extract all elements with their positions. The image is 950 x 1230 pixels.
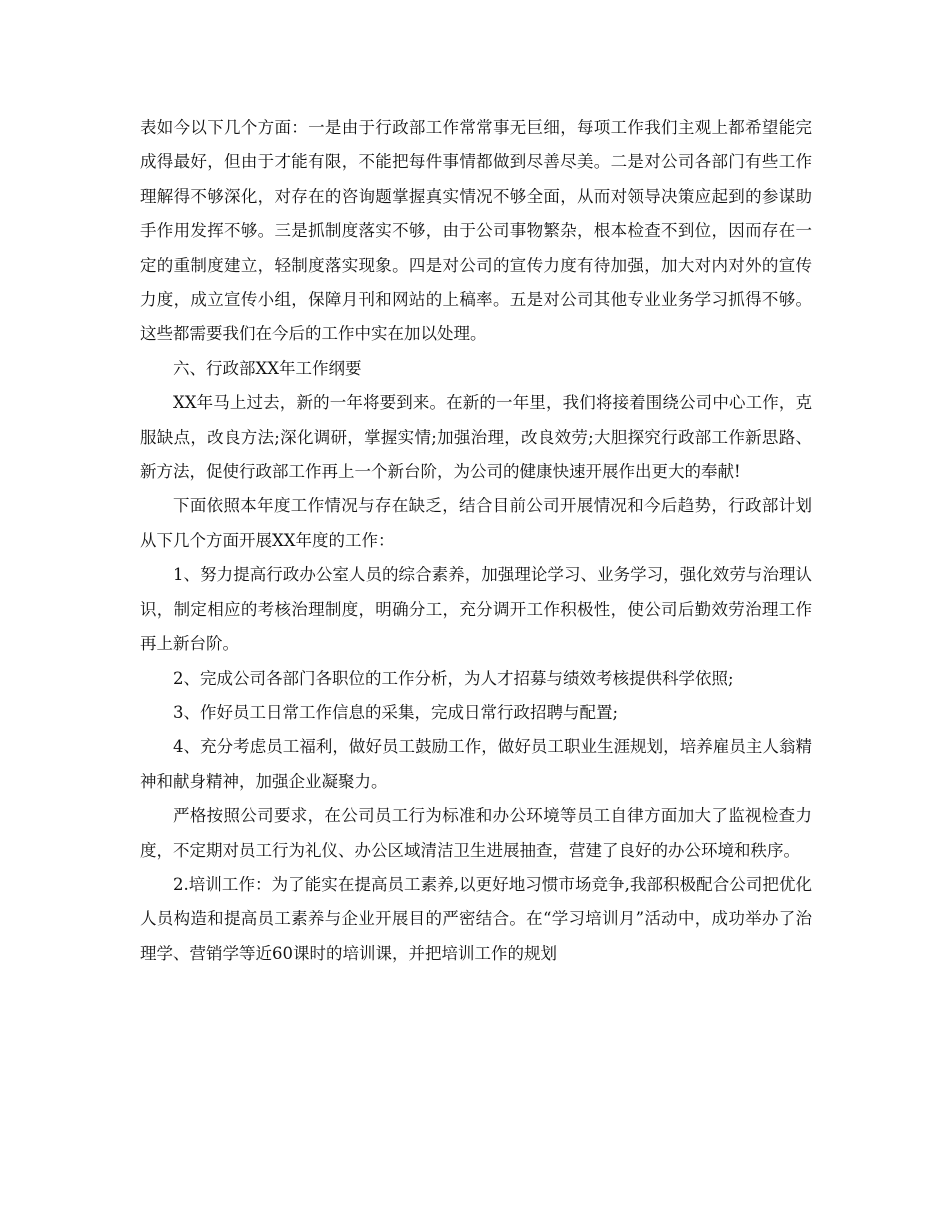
list-item-plan-4: 4、充分考虑员工福利，做好员工鼓励工作，做好员工职业生涯规划，培养雇员主人翁精神和献身精神，加强企业凝聚力。 [140,737,812,791]
paragraph-plan-intro: 下面依照本年度工作情况与存在缺乏，结合目前公司开展情况和今后趋势，行政部计划从下几个方面开展XX年度的工作： [140,496,812,550]
paragraph-discipline: 严格按照公司要求，在公司员工行为标准和办公环境等员工自律方面加大了监视检查力度，不定期对员工行为礼仪、办公区域清洁卫生进展抽查，营建了良好的办公环境和秩序。 [140,806,812,860]
paragraph-problems-continued: 表如今以下几个方面：一是由于行政部工作常常事无巨细，每项工作我们主观上都希望能完成得最好，但由于才能有限，不能把每件事情都做到尽善尽美。二是对公司各部门有些工作理解得不够深化，对存在的咨询题掌握真实情况不够全面，从而对领导决策应起到的参谋助手作用发挥不够。三是抓制度落实不够，由于公司事物繁杂，根本检查不到位，因而存在一定的重制度建立，轻制度落实现象。四是对公司的宣传力度有待加强，加大对内对外的宣传力度，成立宣传小组，保障月刊和网站的上稿率。五是对公司其他专业业务学习抓得不够。这些都需要我们在今后的工作中实在加以处理。 [140,118,812,344]
list-item-plan-1: 1、努力提高行政办公室人员的综合素养，加强理论学习、业务学习，强化效劳与治理认识，制定相应的考核治理制度，明确分工，充分调开工作积极性，使公司后勤效劳治理工作再上新台阶。 [140,565,812,654]
section-heading-work-outline: 六、行政部XX年工作纲要 [173,358,362,378]
document-body [140,111,812,971]
paragraph-training-work: 2.培训工作：为了能实在提高员工素养,以更好地习惯市场竞争,我部积极配合公司把优化人员构造和提高员工素养与企业开展目的严密结合。在“学习培训月”活动中，成功举办了治理学、营销学等近60课时的培训课，并把培训工作的规划 [140,874,812,963]
paragraph-new-year-outlook: XX年马上过去，新的一年将要到来。在新的一年里，我们将接着围绕公司中心工作，克服缺点，改良方法;深化调研，掌握实情;加强治理，改良效劳;大胆探究行政部工作新思路、新方法，促使行政部工作再上一个新台阶，为公司的健康快速开展作出更大的奉献! [140,393,812,482]
list-item-plan-3: 3、作好员工日常工作信息的采集，完成日常行政招聘与配置; [173,702,619,722]
list-item-plan-2: 2、完成公司各部门各职位的工作分析，为人才招募与绩效考核提供科学依照; [173,668,734,688]
